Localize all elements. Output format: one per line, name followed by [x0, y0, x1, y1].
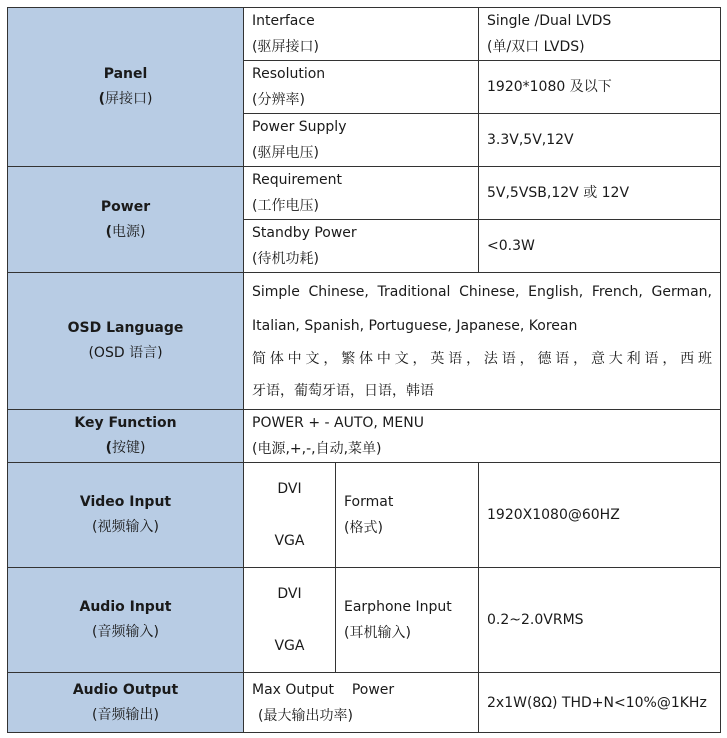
panel-label: Panel — [103, 66, 148, 82]
interface-value: Single /Dual LVDS — [487, 13, 612, 29]
resolution-name: Resolution — [252, 66, 326, 82]
requirement-value: 5V,5VSB,12V 或 12V — [487, 185, 630, 201]
audio-input-label: Audio Input — [79, 599, 172, 615]
audio-input-row — [8, 568, 721, 673]
osd-line-en-2: Italian, Spanish, Portuguese, Japanese, Korean — [252, 318, 578, 334]
interface-name-cell — [244, 8, 479, 61]
osd-label-zh: (OSD 语言) — [88, 345, 163, 361]
osd-languages-cell — [244, 273, 721, 410]
earphone-name-cell — [336, 568, 479, 673]
video-format-name-cell — [336, 463, 479, 568]
video-format-value-cell — [479, 463, 721, 568]
standby-name-zh: (待机功耗) — [252, 251, 319, 267]
audio-output-row — [8, 673, 721, 733]
osd-header-cell — [8, 273, 244, 410]
audio-interface-cell — [244, 568, 336, 673]
standby-name: Standby Power — [252, 225, 357, 241]
osd-line-en-1: Simple Chinese, Traditional Chinese, English, French, German, — [252, 284, 712, 300]
power-supply-name-zh: (驱屏电压) — [252, 145, 319, 161]
power-supply-name: Power Supply — [252, 119, 347, 135]
audio-interface-vga: VGA — [274, 638, 305, 654]
video-interface-cell — [244, 463, 336, 568]
video-interface-dvi: DVI — [277, 481, 302, 497]
earphone-name: Earphone Input — [344, 599, 452, 615]
audio-output-header-cell — [8, 673, 244, 733]
osd-line-zh-2: 牙语，葡萄牙语，日语，韩语 — [252, 383, 434, 399]
interface-value-cell — [479, 8, 721, 61]
video-input-label-zh: (视频输入) — [92, 519, 159, 535]
video-interface-vga: VGA — [274, 533, 305, 549]
spec-table — [7, 7, 721, 733]
power-label: Power — [100, 198, 151, 215]
requirement-name: Requirement — [252, 172, 343, 188]
key-function-line-1: POWER + - AUTO, MENU — [252, 415, 424, 431]
max-output-value: 2x1W(8Ω) THD+N<10%@1KHz — [487, 694, 707, 711]
requirement-value-cell — [479, 167, 721, 220]
power-label-zh: (电源) — [105, 223, 146, 240]
max-output-value-cell — [479, 673, 721, 733]
requirement-name-zh: (工作电压) — [252, 198, 319, 214]
power-header-cell — [8, 167, 244, 273]
video-input-label: Video Input — [79, 494, 172, 510]
key-function-row — [8, 410, 721, 463]
video-format-name-zh: (格式) — [344, 520, 383, 536]
interface-value-zh: (单/双口 LVDS) — [487, 39, 585, 55]
audio-output-label-zh: (音频输出) — [92, 706, 159, 723]
interface-name-zh: (驱屏接口) — [252, 39, 319, 55]
power-supply-value: 3.3V,5V,12V — [487, 132, 574, 148]
power-supply-name-cell — [244, 114, 479, 167]
earphone-value-cell — [479, 568, 721, 673]
resolution-value: 1920*1080 及以下 — [487, 79, 612, 95]
key-function-label-zh: (按键) — [105, 440, 146, 456]
osd-label: OSD Language — [67, 320, 184, 336]
audio-output-label: Audio Output — [72, 681, 179, 698]
key-function-header-cell — [8, 410, 244, 463]
power-supply-value-cell — [479, 114, 721, 167]
osd-line-zh-1: 简体中文，繁体中文，英语，法语，德语，意大利语，西班 — [252, 351, 712, 367]
power-requirement-row — [8, 167, 721, 220]
earphone-name-zh: (耳机输入) — [344, 625, 411, 641]
key-function-label: Key Function — [74, 415, 177, 431]
max-output-name: Max Output Power — [252, 681, 395, 698]
video-input-header-cell — [8, 463, 244, 568]
video-format-name: Format — [344, 494, 394, 510]
video-format-value: 1920X1080@60HZ — [487, 507, 620, 523]
requirement-name-cell — [244, 167, 479, 220]
max-output-name-cell — [244, 673, 479, 733]
interface-name: Interface — [252, 13, 315, 29]
osd-language-row — [8, 273, 721, 410]
standby-name-cell — [244, 220, 479, 273]
audio-input-label-zh: (音频输入) — [92, 624, 159, 640]
resolution-name-zh: (分辨率) — [252, 92, 305, 108]
panel-interface-row — [8, 8, 721, 61]
audio-interface-dvi: DVI — [277, 586, 302, 602]
standby-value: <0.3W — [487, 238, 535, 254]
earphone-value: 0.2~2.0VRMS — [487, 612, 584, 628]
panel-header-cell — [8, 8, 244, 167]
max-output-name-zh: (最大输出功率) — [258, 707, 353, 724]
video-input-row — [8, 463, 721, 568]
standby-value-cell — [479, 220, 721, 273]
resolution-name-cell — [244, 61, 479, 114]
panel-label-zh: (屏接口) — [98, 91, 153, 107]
audio-input-header-cell — [8, 568, 244, 673]
key-function-value-cell — [244, 410, 721, 463]
resolution-value-cell — [479, 61, 721, 114]
key-function-line-2: (电源,+,-,自动,菜单) — [252, 441, 382, 457]
